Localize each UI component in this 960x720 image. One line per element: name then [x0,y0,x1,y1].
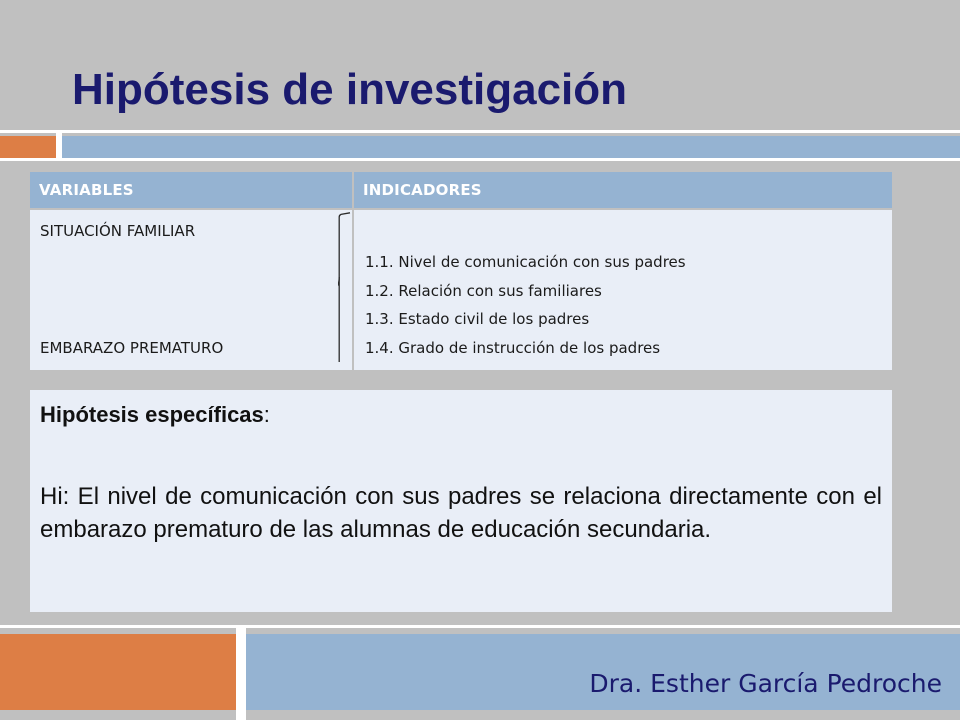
footer-accent-orange [0,634,236,710]
hypothesis-heading-colon: : [263,402,270,427]
variable-situacion-familiar: SITUACIÓN FAMILIAR [40,222,196,240]
indicator-item: 1.1. Nivel de comunicación con sus padres [365,253,686,271]
hypothesis-heading [40,401,882,429]
table-header-indicadores: INDICADORES [354,172,892,208]
hypothesis-statement: Hi: El nivel de comunicación con sus padres se relaciona directamente con el embarazo prematuro de las alumnas de educación secundaria. [40,483,882,543]
header-divider-bottom [0,158,960,161]
table-header-variables: VARIABLES [30,172,352,208]
indicator-item: 1.3. Estado civil de los padres [365,310,590,328]
indicator-item: 1.2. Relación con sus familiares [365,282,602,300]
slide-title: Hipótesis de investigación [72,65,628,114]
hypothesis-heading-label: Hipótesis específicas [40,402,264,427]
header-accent-orange [0,136,56,158]
header-divider-top [0,130,960,133]
indicator-item: 1.4. Grado de instrucción de los padres [365,339,661,357]
footer-accent-gap [236,628,246,720]
variables-cell [30,210,352,370]
variables-indicators-table [30,172,892,370]
footer-author: Dra. Esther García Pedroche [589,669,942,698]
header-accent-blue [62,136,960,158]
grouping-brace-icon [338,212,362,362]
variable-embarazo-prematuro: EMBARAZO PREMATURO [40,339,224,357]
indicators-cell [354,210,892,370]
footer-divider [0,625,960,628]
hypothesis-box [30,390,892,612]
